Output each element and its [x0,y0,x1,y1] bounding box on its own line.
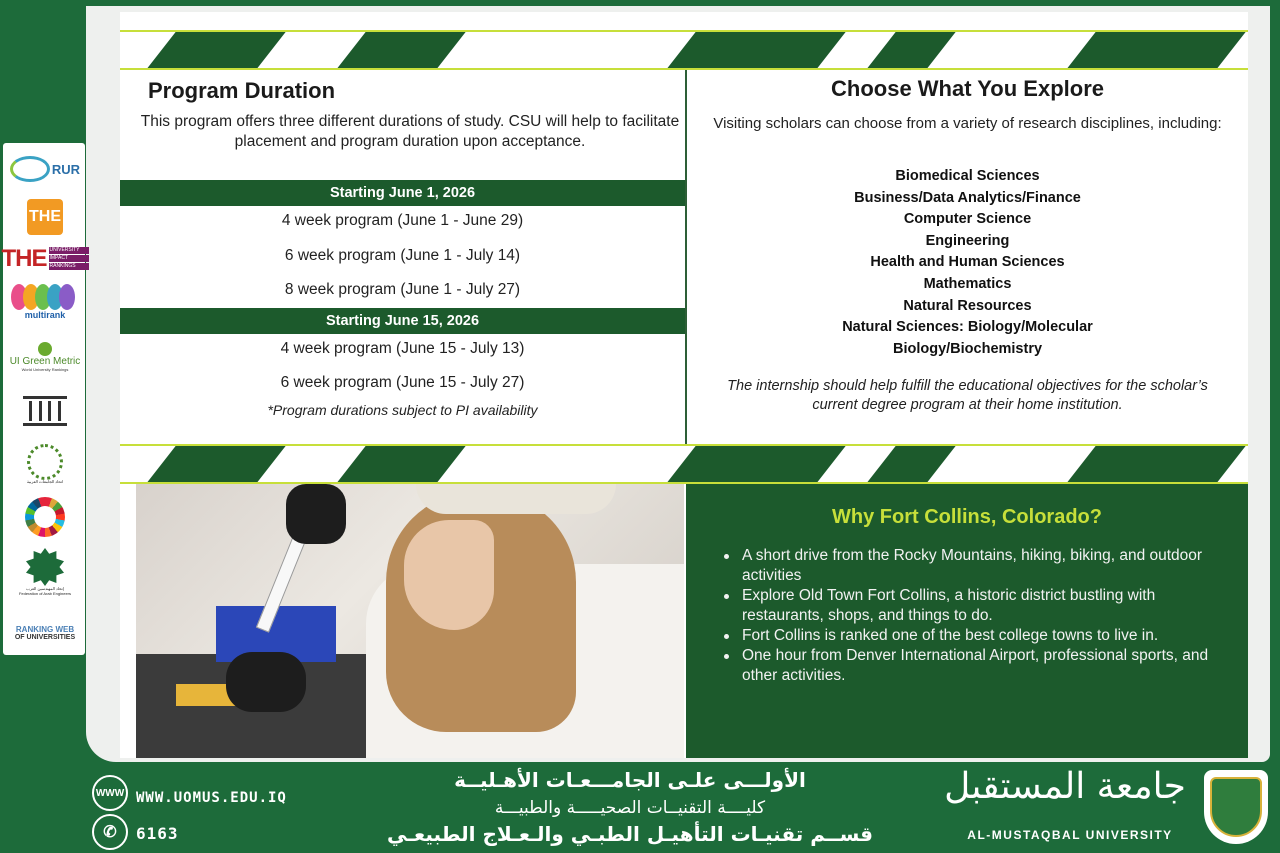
session1-program: 6 week program (June 1 - July 14) [284,247,521,264]
why-point: Fort Collins is ranked one of the best college towns to live in. [742,626,1212,646]
website-link[interactable]: WWW.UOMUS.EDU.IQ [136,790,287,806]
university-name-arabic: جامعة المستقبل [944,766,1186,807]
pillars-icon [21,394,69,428]
sdg-logo[interactable] [9,495,81,539]
explore-title: Choose What You Explore [831,76,1104,101]
pillars-logo[interactable] [9,393,81,429]
internship-note: The internship should help fulfill the educational objectives for the scholar’s current degree program at their home institution. [727,378,1208,413]
session2-header: Starting June 15, 2026 [120,308,685,334]
impact-line: IMPACT [49,255,89,262]
decorative-stripes-top [120,30,1248,70]
why-fort-collins-title: Why Fort Collins, Colorado? [832,506,1102,528]
phone-number[interactable]: 6163 [136,824,179,843]
the-logo[interactable] [9,197,81,237]
discipline-item: Business/Data Analytics/Finance [854,189,1081,206]
sdg-wheel-icon [25,497,65,537]
program-poster [120,12,1248,758]
university-footer [0,762,1280,853]
multirank-label: multirank [24,310,66,320]
phone-icon: ✆ [92,814,128,850]
arab-engineers-logo[interactable] [9,547,81,597]
explore-intro: Visiting scholars can choose from a variety of research disciplines, including: [713,115,1222,132]
session2-program: 4 week program (June 15 - July 13) [280,340,525,357]
department-name: قســم تقنيـات التأهيـل الطبـي والـعـلاج الطبيعـي [386,822,874,846]
discipline-item: Natural Resources [903,297,1032,314]
the-label: THE [27,199,63,235]
the-impact-label: THE [1,245,47,272]
star-emblem-icon [26,548,64,586]
webometrics-label-b: OF UNIVERSITIES [14,634,76,641]
rur-label: RUR [51,161,81,177]
the-impact-logo[interactable] [1,243,81,275]
webometrics-logo[interactable] [9,618,81,648]
session1-program: 8 week program (June 1 - July 27) [284,281,521,298]
greenmetric-label: UI Green Metric [9,356,81,367]
lab-researcher-photo [136,484,684,758]
impact-line: RANKINGS [49,263,89,270]
discipline-item: Mathematics [923,275,1012,292]
impact-bars [49,247,89,271]
discipline-item: Natural Sciences: Biology/Molecular [842,319,1093,336]
globe-icon: WWW [92,775,128,811]
greenmetric-sub: World University Rankings [21,367,69,372]
session1-program: 4 week program (June 1 - June 29) [281,212,524,229]
discipline-item: Computer Science [903,211,1032,228]
why-fort-collins-panel [686,484,1248,758]
arab-universities-label: اتحاد الجامعات العربية [26,479,64,484]
laurel-icon [27,444,63,480]
why-fort-collins-list [742,546,1212,686]
arab-engineers-sub: Federation of Arab Engineers [18,591,72,596]
availability-note: *Program durations subject to PI availability [267,402,538,418]
decorative-stripes-middle [120,444,1248,484]
why-point: Explore Old Town Fort Collins, a historic district bustling with restaurants, shops, and things to do. [742,586,1212,626]
rur-globe-icon [10,156,50,182]
discipline-item: Health and Human Sciences [870,254,1065,271]
rankings-logo-strip [3,143,85,655]
webometrics-label-a: RANKING WEB [15,625,75,634]
program-duration-intro: This program offers three different durations of study. CSU will help to facilitate placement and program duration upon acceptance. [140,113,680,150]
discipline-item: Biomedical Sciences [895,168,1040,184]
university-crest-icon[interactable] [1204,770,1268,844]
greenmetric-globe-icon [38,342,52,356]
arab-universities-logo[interactable] [9,440,81,484]
impact-line: UNIVERSITY [49,247,89,254]
frame-right [1270,0,1280,762]
university-name-english: AL-MUSTAQBAL UNIVERSITY [967,828,1173,842]
multirank-logo[interactable] [9,281,81,323]
session1-header: Starting June 1, 2026 [120,180,685,206]
footer-tagline: الأولـــى علـى الجامـــعـات الأهـليــة [454,768,806,792]
discipline-item: Biology/Biochemistry [892,340,1043,357]
multirank-circles-icon [15,284,75,310]
disciplines-list [687,166,1248,360]
rur-logo[interactable] [9,149,81,189]
why-point: One hour from Denver International Airport, professional sports, and other activities. [742,646,1212,686]
college-name: كليــــة التقنيــات الصحيـــــة والطبيـــة [494,798,766,818]
session2-program: 6 week program (June 15 - July 27) [280,374,525,391]
why-point: A short drive from the Rocky Mountains, hiking, biking, and outdoor activities [742,546,1212,586]
program-duration-title: Program Duration [148,78,336,103]
arab-engineers-label: إتحاد المهندسين العرب [26,586,64,591]
greenmetric-logo[interactable] [9,333,81,381]
discipline-item: Engineering [925,232,1010,249]
